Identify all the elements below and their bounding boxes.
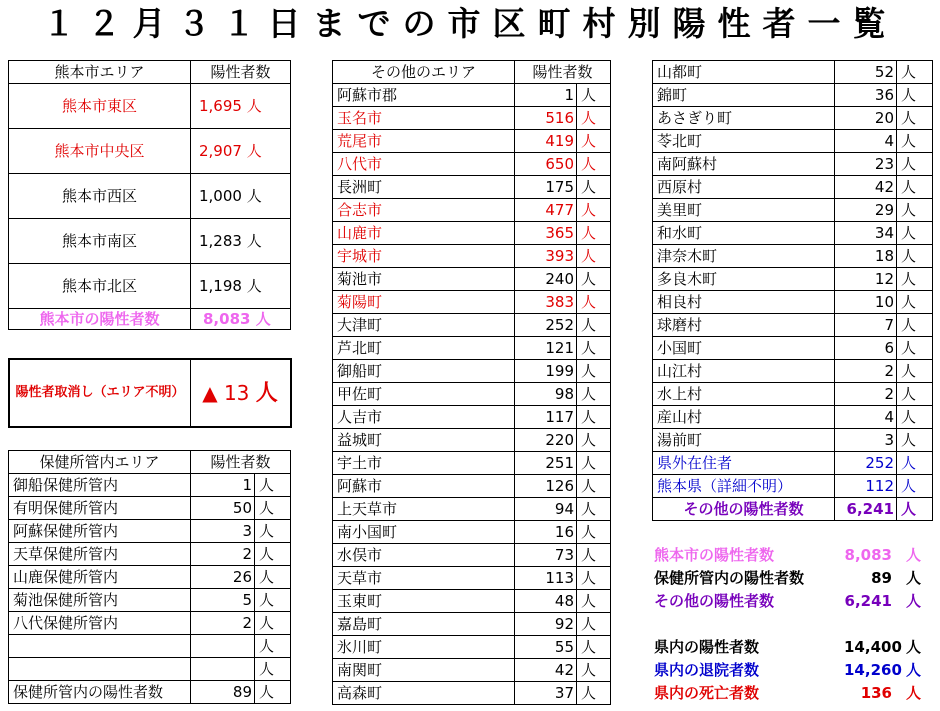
count-unit: 人 bbox=[897, 222, 933, 245]
count-value: 16 bbox=[515, 521, 577, 544]
count-unit: 人 bbox=[897, 498, 933, 521]
count-value: 18 bbox=[835, 245, 897, 268]
area-name: 阿蘇保健所管内 bbox=[9, 520, 191, 543]
table-row bbox=[333, 337, 611, 360]
table-row bbox=[333, 153, 611, 176]
area-name: 多良木町 bbox=[653, 268, 835, 291]
table-row bbox=[653, 176, 933, 199]
table-row bbox=[333, 222, 611, 245]
count-value: 419 bbox=[515, 130, 577, 153]
column-header-area: 熊本市エリア bbox=[9, 61, 191, 84]
table-row bbox=[333, 659, 611, 682]
count-value: 4 bbox=[835, 130, 897, 153]
area-name bbox=[9, 658, 191, 681]
count-value: 477 bbox=[515, 199, 577, 222]
count-unit: 人 bbox=[577, 406, 611, 429]
summary-label: 保健所管内の陽性者数 bbox=[654, 569, 805, 587]
table-row bbox=[9, 658, 291, 681]
count-value: 42 bbox=[515, 659, 577, 682]
table-row bbox=[333, 636, 611, 659]
area-name: 小国町 bbox=[653, 337, 835, 360]
count-value: 36 bbox=[835, 84, 897, 107]
area-name: 宇土市 bbox=[333, 452, 515, 475]
area-name: 芦北町 bbox=[333, 337, 515, 360]
count-unit: 人 bbox=[577, 153, 611, 176]
area-name: 甲佐町 bbox=[333, 383, 515, 406]
count-unit: 人 bbox=[255, 635, 291, 658]
count-value: 393 bbox=[515, 245, 577, 268]
count-unit: 人 bbox=[577, 176, 611, 199]
table-row bbox=[333, 498, 611, 521]
count-value: 55 bbox=[515, 636, 577, 659]
table-row bbox=[333, 567, 611, 590]
table-row bbox=[653, 383, 933, 406]
table-row bbox=[653, 130, 933, 153]
area-name: 錦町 bbox=[653, 84, 835, 107]
table-row bbox=[9, 635, 291, 658]
table-row bbox=[653, 429, 933, 452]
column-header-count: 陽性者数 bbox=[191, 451, 291, 474]
count-unit: 人 bbox=[897, 406, 933, 429]
table-row bbox=[9, 174, 291, 219]
summary-unit: 人 bbox=[906, 638, 922, 656]
table-row bbox=[333, 130, 611, 153]
other-area-table-continued bbox=[652, 60, 933, 521]
area-name: 玉名市 bbox=[333, 107, 515, 130]
count-unit: 人 bbox=[897, 452, 933, 475]
area-name: 県外在住者 bbox=[653, 452, 835, 475]
count-value: 73 bbox=[515, 544, 577, 567]
area-name: 山都町 bbox=[653, 61, 835, 84]
table-row bbox=[333, 475, 611, 498]
table-row bbox=[653, 452, 933, 475]
count-unit: 人 bbox=[897, 314, 933, 337]
table-row bbox=[333, 245, 611, 268]
count-unit: 人 bbox=[897, 107, 933, 130]
count-value: 92 bbox=[515, 613, 577, 636]
summary-value: 14,400 bbox=[844, 638, 902, 656]
table-row bbox=[653, 61, 933, 84]
count-value: 175 bbox=[515, 176, 577, 199]
count-unit: 人 bbox=[897, 475, 933, 498]
area-name: 保健所管内の陽性者数 bbox=[9, 681, 191, 704]
area-name: 八代保健所管内 bbox=[9, 612, 191, 635]
count-value: 98 bbox=[515, 383, 577, 406]
table-row bbox=[9, 566, 291, 589]
table-row bbox=[333, 452, 611, 475]
table-row bbox=[653, 153, 933, 176]
count-unit: 人 bbox=[255, 474, 291, 497]
count-value: 113 bbox=[515, 567, 577, 590]
other-area-table bbox=[332, 60, 611, 705]
count-unit: 人 bbox=[577, 475, 611, 498]
count-value: 117 bbox=[515, 406, 577, 429]
summary-label: 県内の死亡者数 bbox=[654, 684, 760, 702]
table-row bbox=[9, 129, 291, 174]
area-name: 南小国町 bbox=[333, 521, 515, 544]
summary-value: 136 bbox=[860, 684, 892, 702]
summary-label: 県内の陽性者数 bbox=[654, 638, 760, 656]
count-value: 252 bbox=[835, 452, 897, 475]
count-value: 516 bbox=[515, 107, 577, 130]
table-row bbox=[9, 474, 291, 497]
table-row bbox=[9, 612, 291, 635]
table-row bbox=[9, 589, 291, 612]
area-name: 南関町 bbox=[333, 659, 515, 682]
count-unit: 人 bbox=[577, 498, 611, 521]
table-row bbox=[9, 219, 291, 264]
count-unit: 人 bbox=[577, 245, 611, 268]
count-value: 240 bbox=[515, 268, 577, 291]
table-row bbox=[333, 84, 611, 107]
column-header-area: 保健所管内エリア bbox=[9, 451, 191, 474]
count-unit: 人 bbox=[897, 61, 933, 84]
cancellation-label: 陽性者取消し（エリア不明） bbox=[10, 360, 191, 426]
summary-unit: 人 bbox=[906, 546, 922, 564]
summary-value: 6,241 bbox=[844, 592, 892, 610]
count-unit: 人 bbox=[577, 567, 611, 590]
count-value: 7 bbox=[835, 314, 897, 337]
area-name: 湯前町 bbox=[653, 429, 835, 452]
table-row bbox=[333, 429, 611, 452]
summary-label: その他の陽性者数 bbox=[654, 592, 775, 610]
table-row bbox=[653, 107, 933, 130]
count-cell: 1,000 人 bbox=[191, 174, 291, 219]
area-name: 西原村 bbox=[653, 176, 835, 199]
area-name: 阿蘇市 bbox=[333, 475, 515, 498]
summary-value: 8,083 bbox=[844, 546, 892, 564]
table-row bbox=[653, 268, 933, 291]
area-name: 菊池保健所管内 bbox=[9, 589, 191, 612]
count-value: 52 bbox=[835, 61, 897, 84]
area-name: 天草市 bbox=[333, 567, 515, 590]
table-row bbox=[9, 543, 291, 566]
table-row bbox=[333, 314, 611, 337]
count-unit: 人 bbox=[255, 658, 291, 681]
count-cell: 1,695 人 bbox=[191, 84, 291, 129]
table-row bbox=[653, 199, 933, 222]
count-value: 23 bbox=[835, 153, 897, 176]
count-value: 383 bbox=[515, 291, 577, 314]
count-value: 112 bbox=[835, 475, 897, 498]
count-value: 121 bbox=[515, 337, 577, 360]
count-unit: 人 bbox=[897, 84, 933, 107]
count-value: 2 bbox=[835, 383, 897, 406]
area-name bbox=[9, 635, 191, 658]
count-value: 29 bbox=[835, 199, 897, 222]
area-name: 合志市 bbox=[333, 199, 515, 222]
summary-value: 14,260 bbox=[844, 661, 902, 679]
area-name: 熊本市東区 bbox=[9, 84, 191, 129]
table-row bbox=[653, 314, 933, 337]
count-cell: 1,283 人 bbox=[191, 219, 291, 264]
area-name: 水俣市 bbox=[333, 544, 515, 567]
area-name: 氷川町 bbox=[333, 636, 515, 659]
count-unit: 人 bbox=[577, 659, 611, 682]
count-value: 126 bbox=[515, 475, 577, 498]
count-value: 199 bbox=[515, 360, 577, 383]
count-value: 3 bbox=[191, 520, 255, 543]
count-value: 89 bbox=[191, 681, 255, 704]
count-value: 37 bbox=[515, 682, 577, 705]
area-name: 大津町 bbox=[333, 314, 515, 337]
count-unit: 人 bbox=[577, 429, 611, 452]
count-unit: 人 bbox=[577, 199, 611, 222]
table-row bbox=[333, 544, 611, 567]
count-unit: 人 bbox=[255, 566, 291, 589]
count-unit: 人 bbox=[897, 245, 933, 268]
column-header-area: その他のエリア bbox=[333, 61, 515, 84]
cancellation-box bbox=[8, 358, 292, 428]
area-name: 山鹿市 bbox=[333, 222, 515, 245]
area-name: 和水町 bbox=[653, 222, 835, 245]
table-row bbox=[333, 521, 611, 544]
table-row bbox=[333, 291, 611, 314]
table-row bbox=[653, 406, 933, 429]
count-value bbox=[191, 658, 255, 681]
area-name: 有明保健所管内 bbox=[9, 497, 191, 520]
area-name: 高森町 bbox=[333, 682, 515, 705]
count-unit: 人 bbox=[255, 681, 291, 704]
count-unit: 人 bbox=[897, 337, 933, 360]
count-unit: 人 bbox=[577, 636, 611, 659]
table-row bbox=[333, 199, 611, 222]
count-value: 1 bbox=[515, 84, 577, 107]
table-row bbox=[9, 84, 291, 129]
area-name: 上天草市 bbox=[333, 498, 515, 521]
area-name: 荒尾市 bbox=[333, 130, 515, 153]
kumamoto-city-table bbox=[8, 60, 291, 330]
area-name: 御船保健所管内 bbox=[9, 474, 191, 497]
total-row bbox=[9, 309, 291, 330]
count-value: 12 bbox=[835, 268, 897, 291]
area-name: 苓北町 bbox=[653, 130, 835, 153]
area-name: 阿蘇市郡 bbox=[333, 84, 515, 107]
table-row bbox=[333, 613, 611, 636]
area-name: 長洲町 bbox=[333, 176, 515, 199]
count-value: 10 bbox=[835, 291, 897, 314]
count-value: 34 bbox=[835, 222, 897, 245]
count-unit: 人 bbox=[255, 543, 291, 566]
area-name: 玉東町 bbox=[333, 590, 515, 613]
count-value: 1 bbox=[191, 474, 255, 497]
count-unit: 人 bbox=[577, 544, 611, 567]
area-name: 嘉島町 bbox=[333, 613, 515, 636]
total-label: 熊本市の陽性者数 bbox=[9, 309, 191, 330]
area-name: 熊本市南区 bbox=[9, 219, 191, 264]
count-unit: 人 bbox=[897, 153, 933, 176]
count-cell: 2,907 人 bbox=[191, 129, 291, 174]
table-row bbox=[653, 84, 933, 107]
count-unit: 人 bbox=[577, 682, 611, 705]
summary-unit: 人 bbox=[906, 569, 922, 587]
count-value: 2 bbox=[191, 612, 255, 635]
total-value: 8,083 人 bbox=[191, 309, 291, 330]
table-row bbox=[653, 475, 933, 498]
count-value: 365 bbox=[515, 222, 577, 245]
count-unit: 人 bbox=[577, 360, 611, 383]
area-name: 美里町 bbox=[653, 199, 835, 222]
count-unit: 人 bbox=[577, 84, 611, 107]
count-value: 251 bbox=[515, 452, 577, 475]
area-name: 人吉市 bbox=[333, 406, 515, 429]
count-unit: 人 bbox=[897, 199, 933, 222]
cancellation-value: ▲ 13 人 bbox=[202, 381, 278, 406]
table-row bbox=[333, 268, 611, 291]
column-header-count: 陽性者数 bbox=[191, 61, 291, 84]
summary-value: 89 bbox=[871, 569, 892, 587]
table-row bbox=[333, 383, 611, 406]
count-unit: 人 bbox=[577, 452, 611, 475]
table-row bbox=[333, 360, 611, 383]
count-unit: 人 bbox=[897, 291, 933, 314]
summary-label: 熊本市の陽性者数 bbox=[654, 546, 775, 564]
count-unit: 人 bbox=[577, 521, 611, 544]
count-unit: 人 bbox=[577, 314, 611, 337]
area-name: 菊陽町 bbox=[333, 291, 515, 314]
summary-unit: 人 bbox=[906, 684, 922, 702]
health-center-table bbox=[8, 450, 291, 704]
count-value: 4 bbox=[835, 406, 897, 429]
area-name: 球磨村 bbox=[653, 314, 835, 337]
table-row bbox=[653, 291, 933, 314]
count-unit: 人 bbox=[577, 590, 611, 613]
count-value: 220 bbox=[515, 429, 577, 452]
area-name: 産山村 bbox=[653, 406, 835, 429]
count-value: 2 bbox=[191, 543, 255, 566]
count-unit: 人 bbox=[577, 613, 611, 636]
count-cell: 1,198 人 bbox=[191, 264, 291, 309]
count-value: 26 bbox=[191, 566, 255, 589]
count-unit: 人 bbox=[577, 107, 611, 130]
table-row bbox=[653, 222, 933, 245]
count-unit: 人 bbox=[897, 383, 933, 406]
count-value: 50 bbox=[191, 497, 255, 520]
column-header-count: 陽性者数 bbox=[515, 61, 611, 84]
area-name: 宇城市 bbox=[333, 245, 515, 268]
area-name: 天草保健所管内 bbox=[9, 543, 191, 566]
count-unit: 人 bbox=[897, 130, 933, 153]
count-value: 2 bbox=[835, 360, 897, 383]
count-value: 6,241 bbox=[835, 498, 897, 521]
count-value: 20 bbox=[835, 107, 897, 130]
count-value: 42 bbox=[835, 176, 897, 199]
count-unit: 人 bbox=[255, 497, 291, 520]
count-unit: 人 bbox=[897, 176, 933, 199]
area-name: 水上村 bbox=[653, 383, 835, 406]
table-row bbox=[653, 360, 933, 383]
count-unit: 人 bbox=[577, 291, 611, 314]
triangle-icon: ▲ bbox=[202, 381, 218, 405]
area-name: 熊本市西区 bbox=[9, 174, 191, 219]
count-value: 650 bbox=[515, 153, 577, 176]
count-value: 252 bbox=[515, 314, 577, 337]
count-value bbox=[191, 635, 255, 658]
area-name: 山江村 bbox=[653, 360, 835, 383]
area-name: 御船町 bbox=[333, 360, 515, 383]
count-value: 3 bbox=[835, 429, 897, 452]
table-row bbox=[333, 107, 611, 130]
area-name: 益城町 bbox=[333, 429, 515, 452]
area-name: その他の陽性者数 bbox=[653, 498, 835, 521]
area-name: 相良村 bbox=[653, 291, 835, 314]
count-unit: 人 bbox=[577, 268, 611, 291]
table-row bbox=[333, 406, 611, 429]
table-row bbox=[333, 176, 611, 199]
count-unit: 人 bbox=[255, 589, 291, 612]
count-unit: 人 bbox=[577, 130, 611, 153]
page-title: １２月３１日までの市区町村別陽性者一覧 bbox=[42, 4, 898, 43]
table-row bbox=[9, 497, 291, 520]
area-name: 八代市 bbox=[333, 153, 515, 176]
count-unit: 人 bbox=[897, 268, 933, 291]
area-name: 熊本市北区 bbox=[9, 264, 191, 309]
table-row bbox=[9, 520, 291, 543]
total-row bbox=[9, 681, 291, 704]
count-unit: 人 bbox=[897, 360, 933, 383]
summary-unit: 人 bbox=[906, 592, 922, 610]
area-name: 菊池市 bbox=[333, 268, 515, 291]
count-value: 5 bbox=[191, 589, 255, 612]
total-row bbox=[653, 498, 933, 521]
table-row bbox=[333, 590, 611, 613]
area-name: あさぎり町 bbox=[653, 107, 835, 130]
table-row bbox=[9, 264, 291, 309]
count-unit: 人 bbox=[577, 337, 611, 360]
count-unit: 人 bbox=[577, 222, 611, 245]
area-name: 山鹿保健所管内 bbox=[9, 566, 191, 589]
table-row bbox=[333, 682, 611, 705]
count-unit: 人 bbox=[897, 429, 933, 452]
count-unit: 人 bbox=[255, 520, 291, 543]
area-name: 津奈木町 bbox=[653, 245, 835, 268]
count-value: 48 bbox=[515, 590, 577, 613]
table-row bbox=[653, 337, 933, 360]
count-unit: 人 bbox=[255, 612, 291, 635]
area-name: 南阿蘇村 bbox=[653, 153, 835, 176]
summary-unit: 人 bbox=[906, 661, 922, 679]
area-name: 熊本市中央区 bbox=[9, 129, 191, 174]
table-row bbox=[653, 245, 933, 268]
summary-label: 県内の退院者数 bbox=[654, 661, 760, 679]
count-value: 94 bbox=[515, 498, 577, 521]
area-name: 熊本県（詳細不明） bbox=[653, 475, 835, 498]
count-value: 6 bbox=[835, 337, 897, 360]
count-unit: 人 bbox=[577, 383, 611, 406]
